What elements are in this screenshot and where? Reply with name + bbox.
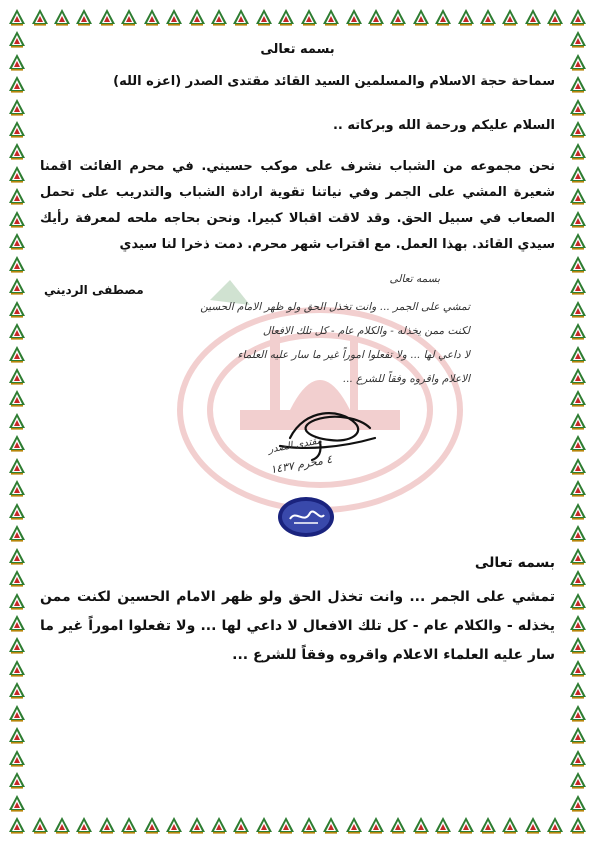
border-tile: [567, 73, 589, 95]
border-tile: [432, 6, 454, 28]
ornament-triangle-icon: [524, 816, 542, 834]
border-tile: [544, 814, 566, 836]
border-tile: [567, 500, 589, 522]
border-tile: [567, 6, 589, 28]
ornament-triangle-icon: [120, 8, 138, 26]
signature-date: ٤ محرم ١٤٣٧: [269, 452, 334, 477]
ornament-triangle-icon: [8, 502, 26, 520]
ornament-triangle-icon: [8, 704, 26, 722]
ornament-triangle-icon: [569, 816, 587, 834]
ornament-triangle-icon: [31, 8, 49, 26]
greeting-line: السلام عليكم ورحمة الله وبركاته ..: [332, 118, 555, 133]
border-tile: [230, 814, 252, 836]
ornament-triangle-icon: [569, 300, 587, 318]
ornament-triangle-icon: [569, 98, 587, 116]
border-tile: [6, 679, 28, 701]
border-tile: [567, 477, 589, 499]
border-tile: [6, 589, 28, 611]
border-tile: [73, 814, 95, 836]
ornament-triangle-icon: [569, 479, 587, 497]
border-tile: [410, 6, 432, 28]
handwritten-line: لا داعي لها ... ولا تفعلوا اموراً غير ما سار عليه العلماء: [237, 349, 470, 361]
ornament-triangle-icon: [8, 794, 26, 812]
border-tile: [567, 724, 589, 746]
ornament-triangle-icon: [8, 165, 26, 183]
border-tile: [6, 50, 28, 72]
ornament-triangle-icon: [389, 8, 407, 26]
border-tile: [567, 253, 589, 275]
border-tile: [6, 747, 28, 769]
border-tile: [477, 814, 499, 836]
border-tile: [567, 320, 589, 342]
border-tile: [6, 769, 28, 791]
border-tile: [567, 95, 589, 117]
ornament-triangle-icon: [569, 142, 587, 160]
border-tile: [499, 6, 521, 28]
border-tile: [567, 297, 589, 319]
border-tile: [499, 814, 521, 836]
border-tile: [28, 814, 50, 836]
border-tile: [51, 814, 73, 836]
ornament-triangle-icon: [569, 165, 587, 183]
ornament-triangle-icon: [434, 8, 452, 26]
border-tile: [6, 73, 28, 95]
ornament-triangle-icon: [8, 457, 26, 475]
ornament-triangle-icon: [389, 816, 407, 834]
ornament-triangle-icon: [8, 681, 26, 699]
ornament-triangle-icon: [569, 210, 587, 228]
ornament-triangle-icon: [479, 8, 497, 26]
ornament-triangle-icon: [8, 547, 26, 565]
ornament-triangle-icon: [569, 412, 587, 430]
ornament-triangle-icon: [345, 816, 363, 834]
ornament-triangle-icon: [210, 8, 228, 26]
ornament-triangle-icon: [8, 771, 26, 789]
border-top: [6, 6, 589, 28]
ornament-triangle-icon: [53, 816, 71, 834]
ornament-triangle-icon: [569, 502, 587, 520]
ornament-triangle-icon: [501, 816, 519, 834]
ornament-triangle-icon: [255, 816, 273, 834]
border-tile: [387, 814, 409, 836]
ornament-triangle-icon: [300, 8, 318, 26]
ornament-triangle-icon: [367, 8, 385, 26]
ornament-triangle-icon: [569, 592, 587, 610]
ornament-triangle-icon: [277, 816, 295, 834]
addressee-line: سماحة حجة الاسلام والمسلمين السيد القائد مقتدى الصدر (اعزه الله): [113, 74, 555, 89]
ornament-triangle-icon: [569, 547, 587, 565]
ornament-triangle-icon: [98, 816, 116, 834]
ornament-triangle-icon: [569, 771, 587, 789]
ornament-triangle-icon: [569, 569, 587, 587]
ornament-triangle-icon: [8, 142, 26, 160]
ornament-triangle-icon: [8, 659, 26, 677]
ornament-triangle-icon: [255, 8, 273, 26]
signature-caption: مقتدى الصدر: [267, 435, 323, 456]
border-tile: [567, 455, 589, 477]
border-tile: [567, 28, 589, 50]
border-tile: [6, 253, 28, 275]
border-tile: [567, 275, 589, 297]
transcription-text: تمشي على الجمر ... وانت تخذل الحق ولو ظهر الامام الحسين لكنت ممن يخذله - والكلام عام - كل تلك الافعال لا داعي لها ... ولا تفعلوا اموراً غير ما سار عليه العلماء الاعلام واقروه وفقاً للشرع ...: [40, 589, 555, 663]
ornament-triangle-icon: [457, 816, 475, 834]
border-tile: [275, 814, 297, 836]
ornament-triangle-icon: [8, 345, 26, 363]
ornament-triangle-icon: [322, 816, 340, 834]
border-tile: [6, 702, 28, 724]
border-tile: [6, 612, 28, 634]
ornament-triangle-icon: [8, 569, 26, 587]
ornament-triangle-icon: [8, 614, 26, 632]
handwritten-line: الاعلام واقروه وفقاً للشرع ...: [342, 373, 470, 385]
border-tile: [6, 297, 28, 319]
border-tile: [567, 185, 589, 207]
border-tile: [567, 544, 589, 566]
border-tile: [163, 6, 185, 28]
border-tile: [6, 634, 28, 656]
border-tile: [6, 724, 28, 746]
ornament-triangle-icon: [165, 816, 183, 834]
border-tile: [6, 118, 28, 140]
ornament-triangle-icon: [8, 726, 26, 744]
border-tile: [6, 500, 28, 522]
border-tile: [253, 814, 275, 836]
border-tile: [6, 657, 28, 679]
ornament-triangle-icon: [569, 614, 587, 632]
border-tile: [544, 6, 566, 28]
border-tile: [185, 6, 207, 28]
border-tile: [567, 747, 589, 769]
border-tile: [6, 208, 28, 230]
ornament-triangle-icon: [569, 367, 587, 385]
border-tile: [454, 6, 476, 28]
border-tile: [6, 365, 28, 387]
ornament-triangle-icon: [569, 187, 587, 205]
border-tile: [6, 28, 28, 50]
border-tile: [208, 6, 230, 28]
ornament-triangle-icon: [345, 8, 363, 26]
border-tile: [410, 814, 432, 836]
ornament-triangle-icon: [232, 816, 250, 834]
border-tile: [275, 6, 297, 28]
border-tile: [6, 6, 28, 28]
ornament-triangle-icon: [569, 636, 587, 654]
ornament-triangle-icon: [8, 210, 26, 228]
border-tile: [73, 6, 95, 28]
border-tile: [6, 95, 28, 117]
ornament-triangle-icon: [8, 367, 26, 385]
border-tile: [6, 432, 28, 454]
border-tile: [185, 814, 207, 836]
ornament-triangle-icon: [546, 816, 564, 834]
ornament-triangle-icon: [165, 8, 183, 26]
border-tile: [141, 6, 163, 28]
border-left: [6, 28, 28, 814]
handwritten-line: تمشي على الجمر ... وانت تخذل الحق ولو ظهر الامام الحسين: [200, 301, 470, 313]
ornament-triangle-icon: [569, 120, 587, 138]
ornament-triangle-icon: [569, 30, 587, 48]
border-tile: [6, 185, 28, 207]
border-tile: [567, 230, 589, 252]
border-tile: [6, 230, 28, 252]
border-tile: [567, 702, 589, 724]
ornament-triangle-icon: [569, 704, 587, 722]
ornament-triangle-icon: [524, 8, 542, 26]
ornament-triangle-icon: [8, 98, 26, 116]
border-tile: [387, 6, 409, 28]
ornament-triangle-icon: [53, 8, 71, 26]
border-tile: [567, 567, 589, 589]
border-tile: [6, 455, 28, 477]
ornament-triangle-icon: [8, 322, 26, 340]
ornament-triangle-icon: [8, 524, 26, 542]
ornament-triangle-icon: [143, 8, 161, 26]
border-tile: [477, 6, 499, 28]
ornament-triangle-icon: [569, 749, 587, 767]
ornament-triangle-icon: [8, 8, 26, 26]
ornament-triangle-icon: [569, 255, 587, 273]
border-tile: [454, 814, 476, 836]
border-tile: [567, 208, 589, 230]
ornament-triangle-icon: [412, 8, 430, 26]
ornament-triangle-icon: [569, 524, 587, 542]
ornament-triangle-icon: [546, 8, 564, 26]
letter-body: نحن مجموعه من الشباب نشرف على موكب حسيني. في محرم الفائت اقمنا شعيرة المشي على الجمر وفي نياتنا تقوية ارادة الشباب والتدريب على تحمل الصعاب في سبيل الحق. وقد لاقت اقبالا كبيرا. ونحن بحاجه ملحه لمعرفة رأيك سيدي القائد. بهذا العمل. مع اقتراب شهر محرم. دمت ذخرا لنا سيدي: [40, 159, 555, 252]
ornament-triangle-icon: [569, 345, 587, 363]
ornament-triangle-icon: [367, 816, 385, 834]
ornament-triangle-icon: [8, 187, 26, 205]
border-tile: [6, 410, 28, 432]
ornament-triangle-icon: [569, 794, 587, 812]
border-tile: [567, 679, 589, 701]
border-tile: [28, 6, 50, 28]
ornament-triangle-icon: [569, 277, 587, 295]
border-tile: [567, 365, 589, 387]
border-tile: [567, 387, 589, 409]
border-tile: [230, 6, 252, 28]
ornament-triangle-icon: [569, 389, 587, 407]
border-tile: [567, 432, 589, 454]
ornament-triangle-icon: [75, 816, 93, 834]
ornament-triangle-icon: [75, 8, 93, 26]
border-tile: [320, 6, 342, 28]
border-tile: [118, 814, 140, 836]
border-tile: [6, 342, 28, 364]
border-tile: [6, 522, 28, 544]
ornament-triangle-icon: [569, 8, 587, 26]
ornament-triangle-icon: [8, 255, 26, 273]
ornament-triangle-icon: [31, 816, 49, 834]
sender-name: مصطفى الرديني: [44, 283, 144, 297]
border-tile: [96, 814, 118, 836]
border-tile: [567, 657, 589, 679]
border-tile: [567, 163, 589, 185]
handwritten-reply: [200, 273, 470, 413]
border-tile: [567, 118, 589, 140]
ornament-triangle-icon: [8, 434, 26, 452]
border-tile: [6, 163, 28, 185]
ornament-triangle-icon: [569, 53, 587, 71]
ornament-triangle-icon: [8, 120, 26, 138]
ornament-triangle-icon: [569, 457, 587, 475]
ornament-triangle-icon: [8, 636, 26, 654]
border-bottom: [6, 814, 589, 836]
border-tile: [297, 814, 319, 836]
border-tile: [567, 50, 589, 72]
border-tile: [567, 791, 589, 813]
border-tile: [567, 522, 589, 544]
border-tile: [567, 342, 589, 364]
border-tile: [567, 612, 589, 634]
ornament-triangle-icon: [501, 8, 519, 26]
border-tile: [6, 814, 28, 836]
ornament-triangle-icon: [8, 749, 26, 767]
handwritten-line: بسمه تعالى: [389, 273, 440, 285]
border-tile: [567, 589, 589, 611]
ornament-triangle-icon: [479, 816, 497, 834]
seal-stamp-icon: [276, 495, 336, 539]
border-tile: [163, 814, 185, 836]
border-tile: [6, 275, 28, 297]
border-tile: [6, 567, 28, 589]
border-tile: [567, 410, 589, 432]
ornament-triangle-icon: [210, 816, 228, 834]
ornament-triangle-icon: [300, 816, 318, 834]
border-tile: [6, 477, 28, 499]
ornament-triangle-icon: [8, 479, 26, 497]
border-tile: [567, 814, 589, 836]
border-tile: [253, 6, 275, 28]
ornament-triangle-icon: [277, 8, 295, 26]
border-tile: [6, 320, 28, 342]
ornament-triangle-icon: [569, 659, 587, 677]
border-tile: [51, 6, 73, 28]
ornament-triangle-icon: [120, 816, 138, 834]
border-right: [567, 28, 589, 814]
ornament-triangle-icon: [8, 75, 26, 93]
border-tile: [342, 814, 364, 836]
ornament-triangle-icon: [143, 816, 161, 834]
ornament-triangle-icon: [8, 277, 26, 295]
ornament-triangle-icon: [8, 53, 26, 71]
border-tile: [567, 634, 589, 656]
ornament-triangle-icon: [569, 726, 587, 744]
ornament-triangle-icon: [569, 434, 587, 452]
ornament-triangle-icon: [232, 8, 250, 26]
ornament-triangle-icon: [98, 8, 116, 26]
ornament-triangle-icon: [569, 232, 587, 250]
ornament-triangle-icon: [322, 8, 340, 26]
border-tile: [141, 814, 163, 836]
ornament-triangle-icon: [8, 300, 26, 318]
border-tile: [208, 814, 230, 836]
border-tile: [6, 140, 28, 162]
ornament-triangle-icon: [8, 232, 26, 250]
border-tile: [432, 814, 454, 836]
border-tile: [522, 6, 544, 28]
border-tile: [567, 769, 589, 791]
border-tile: [6, 387, 28, 409]
ornament-triangle-icon: [8, 389, 26, 407]
border-tile: [6, 544, 28, 566]
border-tile: [365, 814, 387, 836]
ornament-triangle-icon: [569, 322, 587, 340]
ornament-triangle-icon: [8, 412, 26, 430]
ornament-triangle-icon: [188, 816, 206, 834]
basmala-heading: بسمه تعالى: [260, 42, 335, 57]
border-tile: [320, 814, 342, 836]
ornament-triangle-icon: [8, 30, 26, 48]
border-tile: [365, 6, 387, 28]
border-tile: [6, 791, 28, 813]
ornament-triangle-icon: [8, 592, 26, 610]
handwritten-line: لكنت ممن يخذله - والكلام عام - كل تلك الافعال: [262, 325, 470, 337]
ornament-triangle-icon: [188, 8, 206, 26]
ornament-triangle-icon: [457, 8, 475, 26]
ornament-triangle-icon: [412, 816, 430, 834]
ornament-triangle-icon: [434, 816, 452, 834]
ornament-triangle-icon: [569, 75, 587, 93]
border-tile: [96, 6, 118, 28]
border-tile: [118, 6, 140, 28]
border-tile: [297, 6, 319, 28]
border-tile: [567, 140, 589, 162]
border-tile: [522, 814, 544, 836]
transcription-basmala: بسمه تعالى: [474, 555, 555, 571]
ornament-triangle-icon: [569, 681, 587, 699]
border-tile: [342, 6, 364, 28]
ornament-triangle-icon: [8, 816, 26, 834]
